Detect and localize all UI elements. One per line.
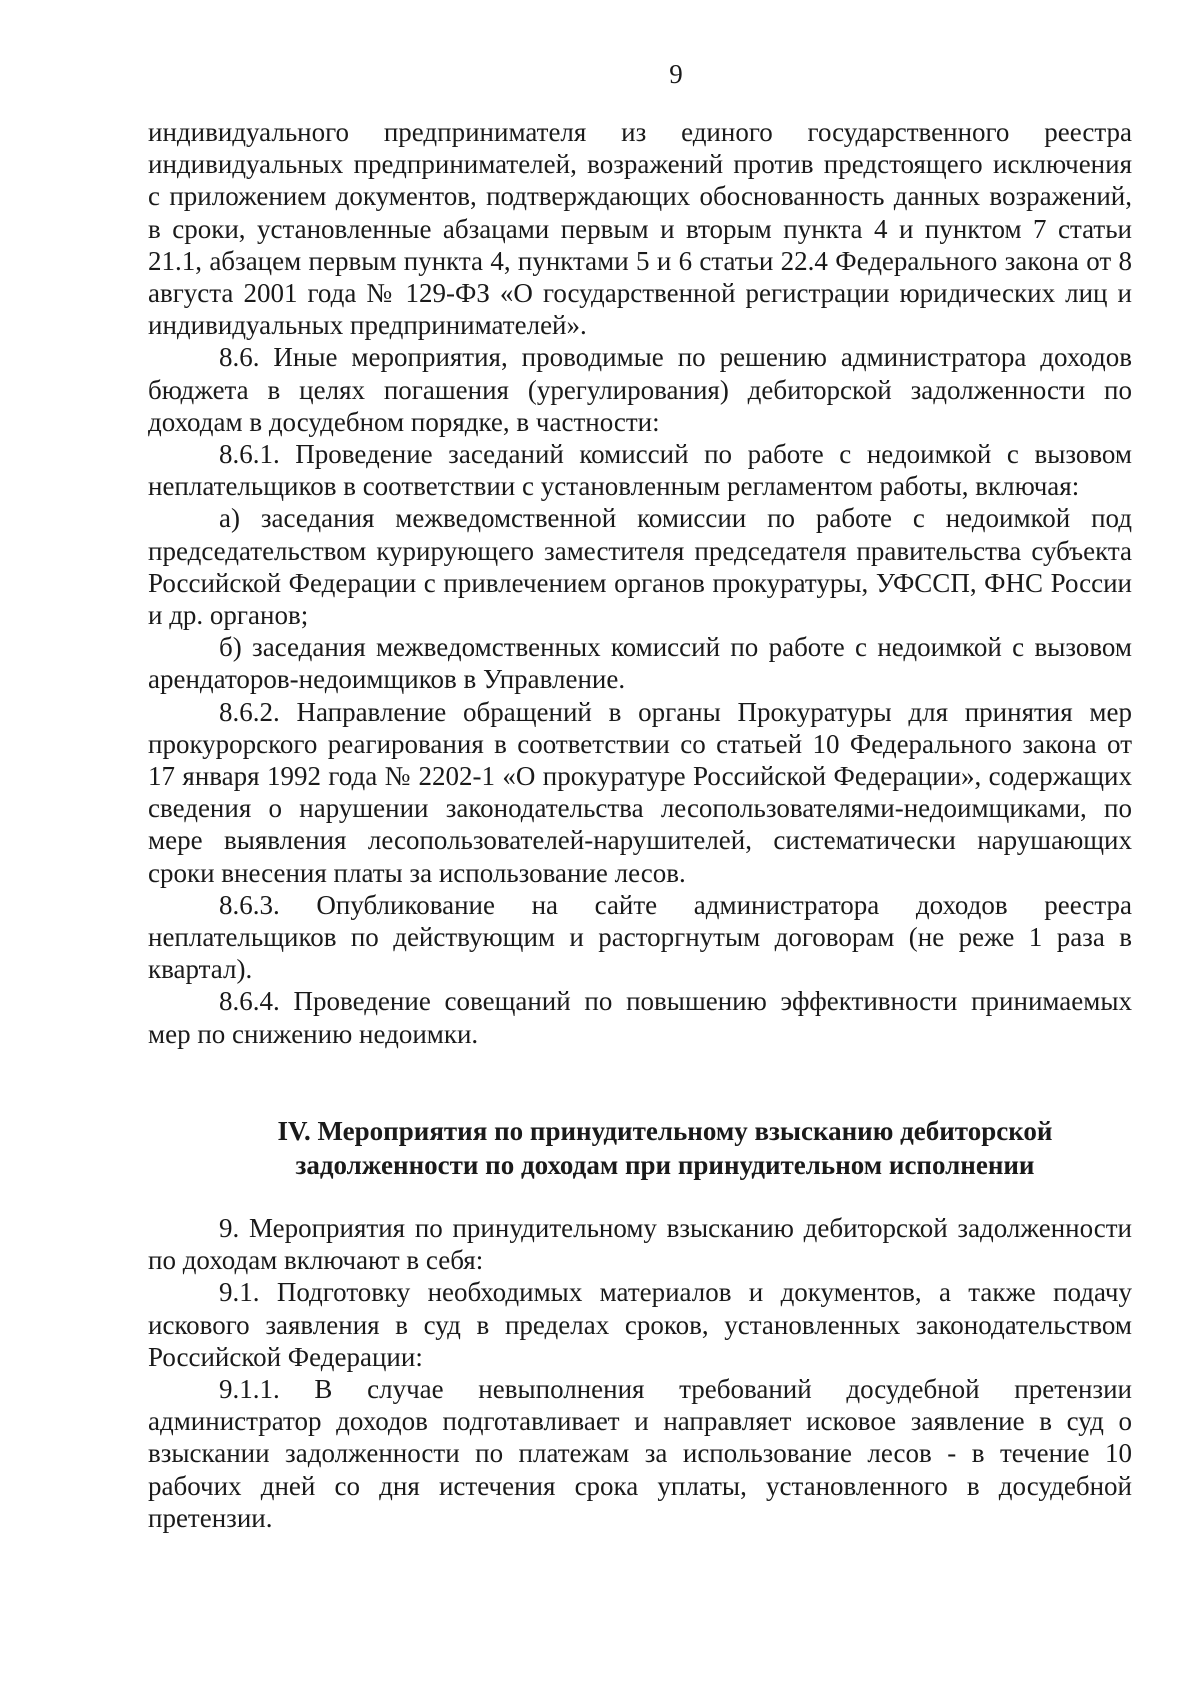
section-heading xyxy=(148,1114,1132,1182)
paragraph-item-9-1: 9.1. Подготовку необходимых материалов и документов, а также подачу искового заявления в суд в пределах сроков, установленных законодательством Российской Федерации: xyxy=(148,1277,1132,1372)
paragraph-item-8-6-1-a: а) заседания межведомственной комиссии по работе с недоимкой под председательством курирующего заместителя председателя правительства субъекта Российской Федерации с привлечением органов прокуратуры, УФССП, ФНС России и др. органов; xyxy=(148,503,1132,631)
section-heading-line-1: IV. Мероприятия по принудительному взысканию дебиторской xyxy=(277,1115,1053,1146)
paragraph-item-8-6-2: 8.6.2. Направление обращений в органы Прокуратуры для принятия мер прокурорского реагирования в соответствии со статьей 10 Федерального закона от 17 января 1992 года № 2202-1 «О прокуратуре Российской Федерации», содержащих сведения о нарушении законодательства лесопользователями-недоимщиками, по мере выявления лесопользователей-нарушителей, систематически нарушающих сроки внесения платы за использование лесов. xyxy=(148,696,1132,888)
paragraph-item-9: 9. Мероприятия по принудительному взысканию дебиторской задолженности по доходам включают в себя: xyxy=(148,1212,1132,1276)
page-number: 9 xyxy=(669,59,683,89)
paragraph-item-8-6-3: 8.6.3. Опубликование на сайте администратора доходов реестра неплательщиков по действующим и расторгнутым договорам (не реже 1 раза в квартал). xyxy=(148,889,1132,985)
section-heading-line-2: задолженности по доходам при принудительном исполнении xyxy=(295,1149,1035,1180)
paragraph-item-9-1-1: 9.1.1. В случае невыполнения требований досудебной претензии администратор доходов подготавливает и направляет исковое заявление в суд о взыскании задолженности по платежам за использование лесов - в течение 10 рабочих дней со дня истечения срока уплаты, установленного в досудебной претензии. xyxy=(148,1373,1132,1533)
document-page xyxy=(148,58,1132,1534)
paragraph-item-8-6-1-b: б) заседания межведомственных комиссий по работе с недоимкой с вызовом арендаторов-недоимщиков в Управление. xyxy=(148,632,1132,695)
paragraph-item-8-6: 8.6. Иные мероприятия, проводимые по решению администратора доходов бюджета в целях погашения (урегулирования) дебиторской задолженности по доходам в досудебном порядке, в частности: xyxy=(148,342,1132,437)
paragraph-item-8-6-1: 8.6.1. Проведение заседаний комиссий по работе с недоимкой с вызовом неплательщиков в соответствии с установленным регламентом работы, включая: xyxy=(148,439,1132,502)
paragraph-item-8-6-4: 8.6.4. Проведение совещаний по повышению эффективности принимаемых мер по снижению недоимки. xyxy=(148,986,1132,1049)
paragraph-continuation: индивидуального предпринимателя из единого государственного реестра индивидуальных предпринимателей, возражений против предстоящего исключения с приложением документов, подтверждающих обоснованность данных возражений, в сроки, установленные абзацами первым и вторым пункта 4 и пунктом 7 статьи 21.1, абзацем первым пункта 4, пунктами 5 и 6 статьи 22.4 Федерального закона от 8 августа 2001 года № 129-ФЗ «О государственной регистрации юридических лиц и индивидуальных предпринимателей». xyxy=(148,117,1132,341)
